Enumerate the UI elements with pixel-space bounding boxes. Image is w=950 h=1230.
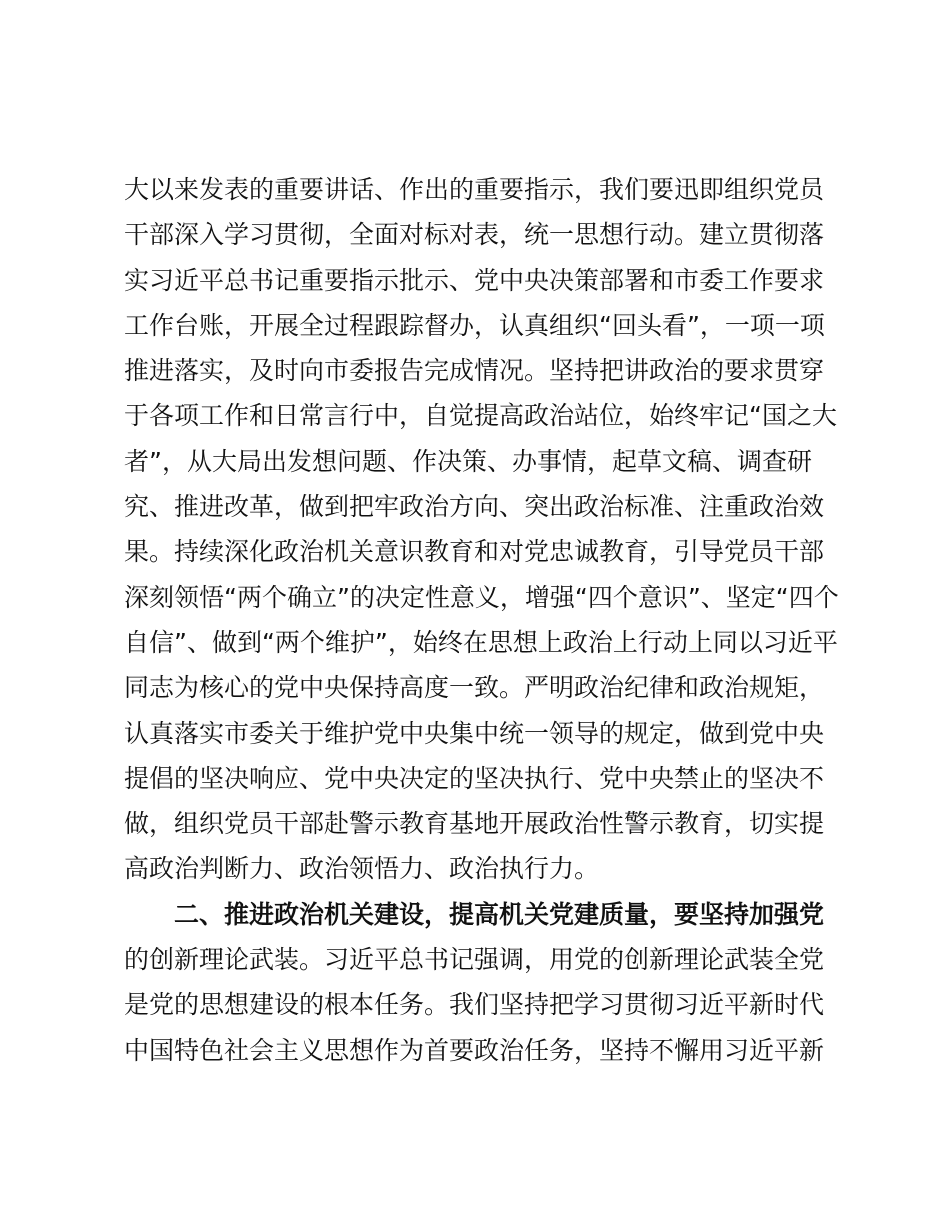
text-line: 高政治判断力、政治领悟力、政治执行力。 [124,854,600,884]
text-line: 认真落实市委关于维护党中央集中统一领导的规定，做到党中央 [124,718,825,748]
text-line: 同志为核心的党中央保持高度一致。严明政治纪律和政治规矩， [124,673,825,703]
text-line: 推进落实，及时向市委报告完成情况。坚持把讲政治的要求贯穿 [124,356,825,386]
body-text [124,167,844,1073]
text-line: 干部深入学习贯彻，全面对标对表，统一思想行动。建立贯彻落 [124,220,825,250]
text-line: 果。持续深化政治机关意识教育和对党忠诚教育，引导党员干部 [124,537,825,567]
text-line: 自信”、做到“两个维护”，始终在思想上政治上行动上同以习近平 [124,627,838,657]
text-line: 的创新理论武装。习近平总书记强调，用党的创新理论武装全党 [124,945,825,975]
section-heading-line: 二、推进政治机关建设，提高机关党建质量，要坚持加强党 [174,899,825,929]
text-line: 究、推进改革，做到把牢政治方向、突出政治标准、注重政治效 [124,492,825,522]
text-line: 是党的思想建设的根本任务。我们坚持把学习贯彻习近平新时代 [124,990,825,1020]
text-line: 大以来发表的重要讲话、作出的重要指示，我们要迅即组织党员 [124,175,825,204]
text-line: 工作台账，开展全过程跟踪督办，认真组织“回头看”，一项一项 [124,310,825,340]
text-line: 提倡的坚决响应、党中央决定的坚决执行、党中央禁止的坚决不 [124,763,825,793]
text-line: 做，组织党员干部赴警示教育基地开展政治性警示教育，切实提 [124,809,825,839]
text-line: 深刻领悟“两个确立”的决定性意义，增强“四个意识”、坚定“四个 [124,582,839,612]
text-line: 者”，从大局出发想问题、作决策、办事情，起草文稿、调查研 [124,446,812,476]
text-line: 实习近平总书记重要指示批示、党中央决策部署和市委工作要求 [124,265,825,295]
text-line: 于各项工作和日常言行中，自觉提高政治站位，始终牢记“国之大 [124,401,837,431]
text-line: 中国特色社会主义思想作为首要政治任务，坚持不懈用习近平新 [124,1035,825,1065]
